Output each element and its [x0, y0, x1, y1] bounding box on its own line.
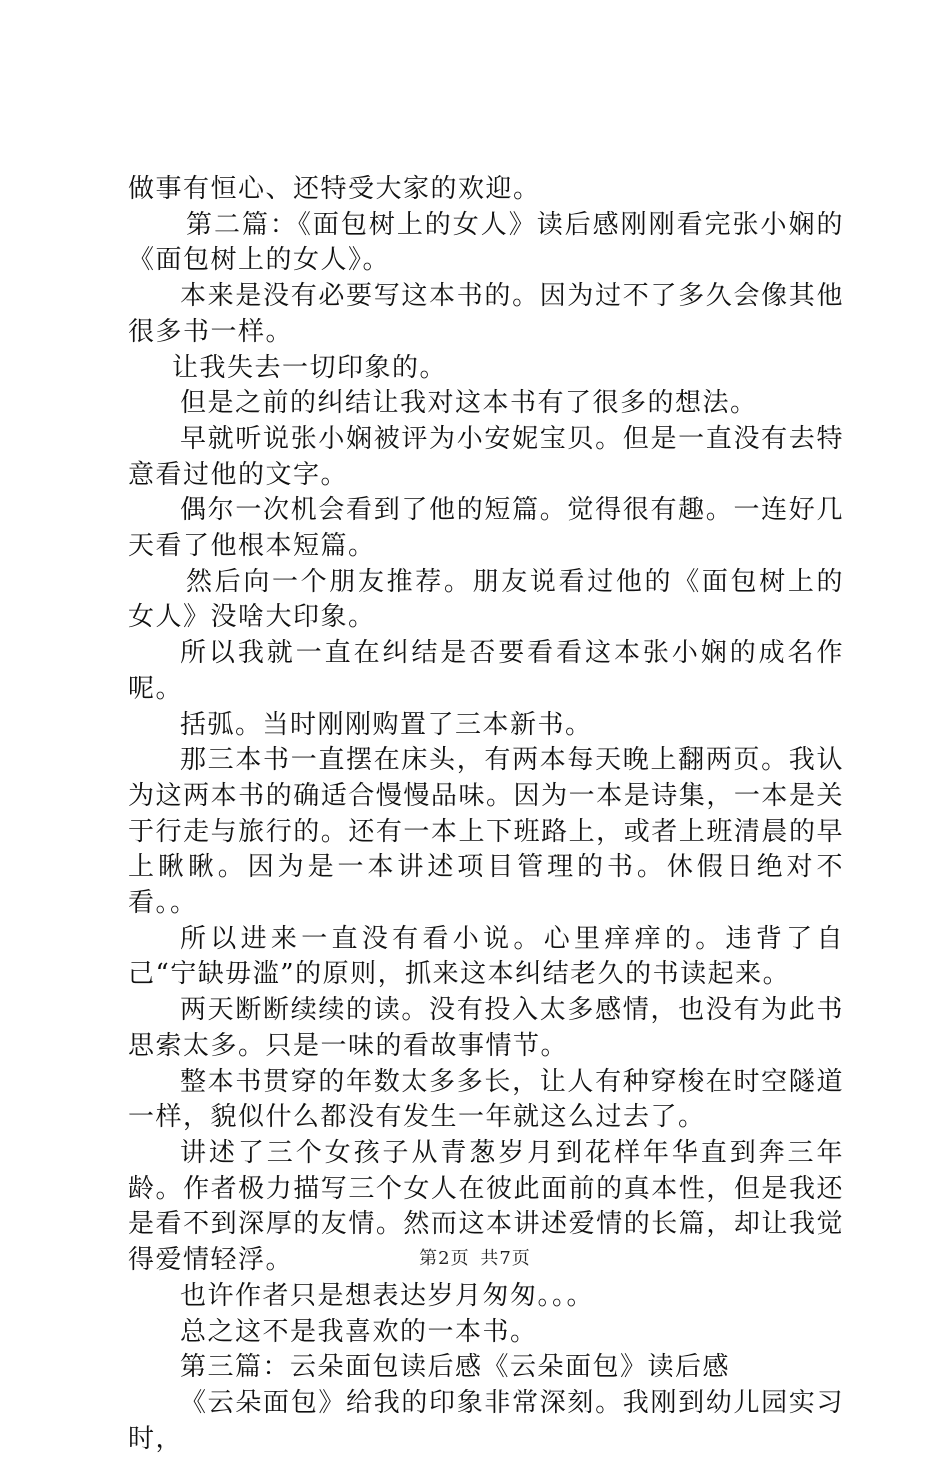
paragraph: 总之这不是我喜欢的一本书。	[180, 1316, 538, 1347]
paragraph: 所以进来一直没有看小说。心里痒痒的。违背了自己“宁缺毋滥”的原则，抓来这本纠结老久的书读起来。	[128, 923, 844, 990]
paragraph: 整本书贯穿的年数太多多长，让人有种穿梭在时空隧道一样，貌似什么都没有发生一年就这么过去了。	[128, 1066, 844, 1133]
page-footer	[0, 1244, 950, 1270]
paragraph: 偶尔一次机会看到了他的短篇。觉得很有趣。一连好几天看了他根本短篇。	[128, 495, 844, 562]
paragraph: 所以我就一直在纠结是否要看看这本张小娴的成名作呢。	[128, 638, 844, 704]
paragraph-section-two-heading: 第二篇：《面包树上的女人》读后感刚刚看完张小娴的《面包树上的女人》。	[128, 209, 844, 276]
paragraph-continuation: 做事有恒心、还特受大家的欢迎。	[128, 174, 541, 204]
paragraph: 但是之前的纠结让我对这本书有了很多的想法。	[180, 388, 758, 419]
paragraph: 早就听说张小娴被评为小安妮宝贝。但是一直没有去特意看过他的文字。	[128, 423, 844, 490]
paragraph-section-three-heading: 第三篇：云朵面包读后感《云朵面包》读后感	[180, 1352, 731, 1383]
paragraph: 两天断断续续的读。没有投入太多感情，也没有为此书思索太多。只是一味的看故事情节。	[128, 995, 844, 1061]
paragraph: 《云朵面包》给我的印象非常深刻。我刚到幼儿园实习时，	[128, 1387, 844, 1454]
paragraph: 括弧。当时刚刚购置了三本新书。	[180, 709, 593, 740]
paragraph: 然后向一个朋友推荐。朋友说看过他的《面包树上的女人》没啥大印象。	[128, 566, 844, 633]
paragraph: 讲述了三个女孩子从青葱岁月到花样年华直到奔三年龄。作者极力描写三个女人在彼此面前的真本性，但是我还是看不到深厚的友情。然而这本讲述爱情的长篇，却让我觉得爱情轻浮。	[128, 1137, 844, 1276]
paragraph: 让我失去一切印象的。	[172, 352, 448, 383]
paragraph: 那三本书一直摆在床头，有两本每天晚上翻两页。我认为这两本书的确适合慢慢品味。因为一本是诗集，一本是关于行走与旅行的。还有一本上下班路上，或者上班清晨的早上瞅瞅。因为是一本讲述项目管理的书。休假日绝对不看。。	[128, 745, 844, 919]
page-number: 第2页	[419, 1248, 470, 1269]
paragraph: 也许作者只是想表达岁月匆匆。。。	[180, 1280, 595, 1311]
paragraph: 本来是没有必要写这本书的。因为过不了多久会像其他很多书一样。	[128, 281, 844, 347]
page-total: 共7页	[480, 1248, 531, 1269]
